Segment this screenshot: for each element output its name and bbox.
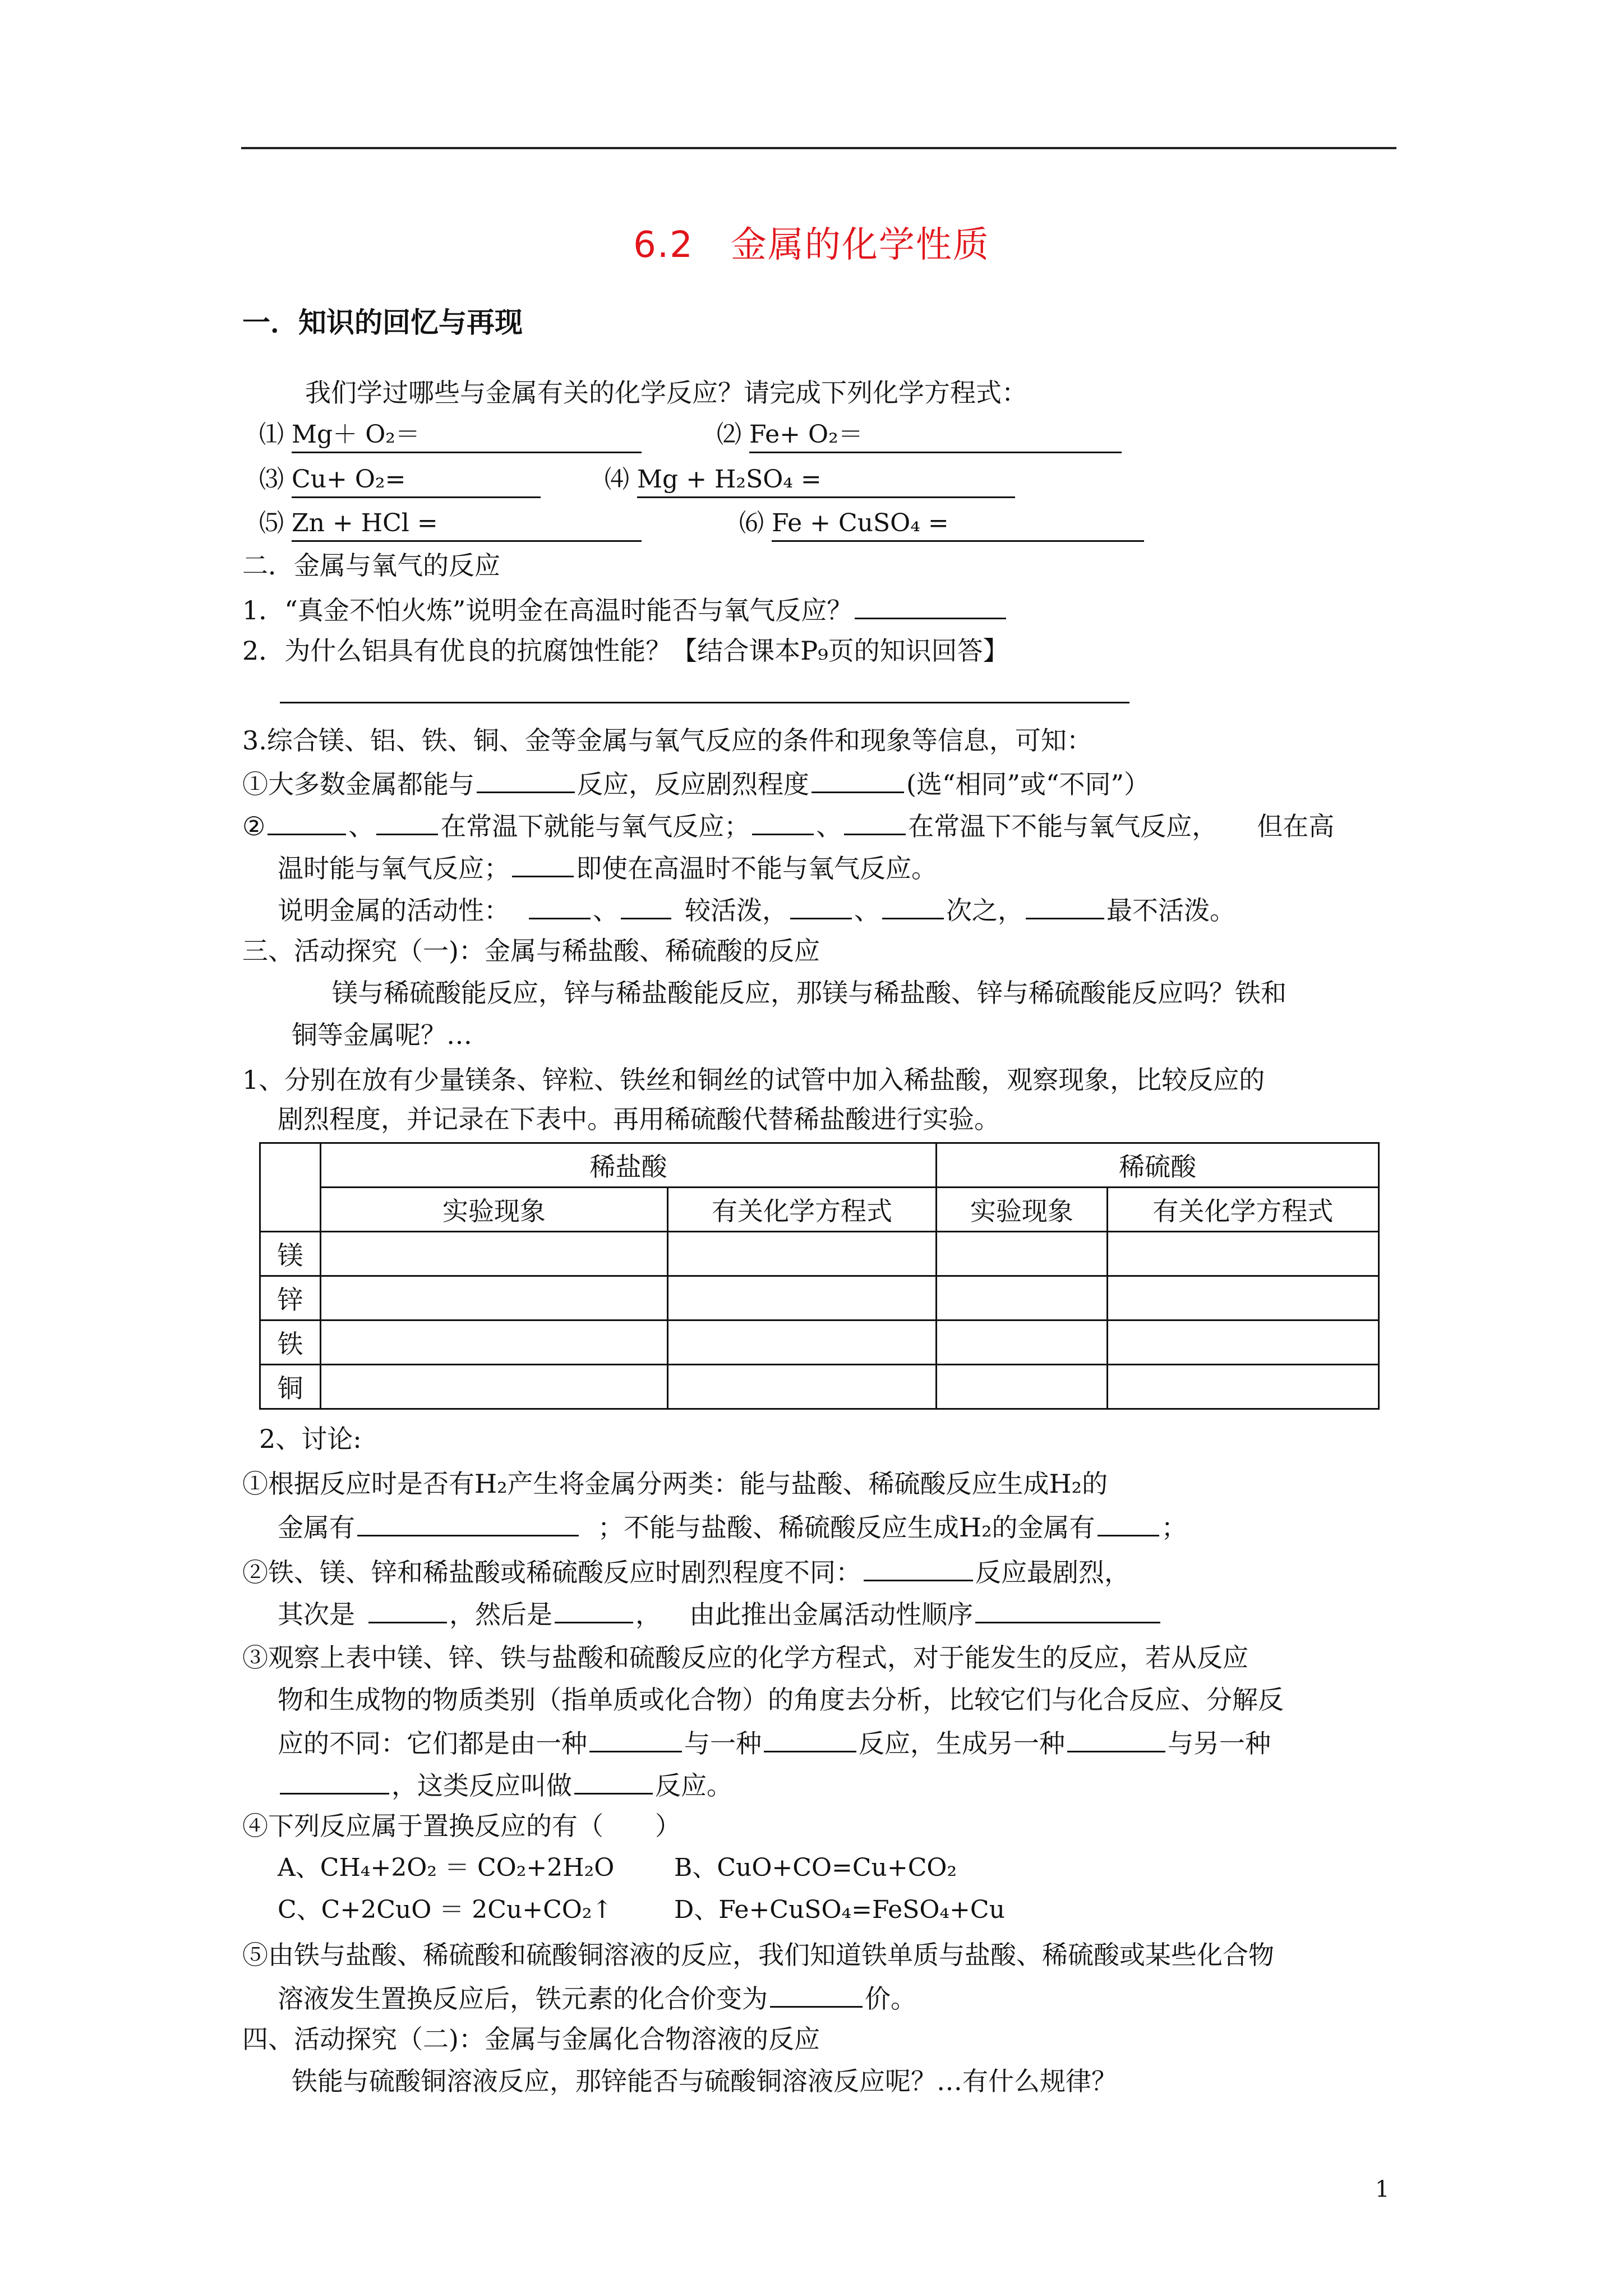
text: ，这类反应叫做 <box>391 1770 572 1801</box>
question-3: 3.综合镁、铝、铁、铜、金等金属与氧气反应的条件和现象等信息，可知： <box>242 725 1092 756</box>
discussion-1b <box>278 1509 1187 1544</box>
answer-cell[interactable] <box>667 1320 936 1365</box>
text: 在常温下就能与氧气反应； <box>440 811 750 841</box>
answer-blank[interactable] <box>1026 892 1104 919</box>
table-row <box>260 1365 1379 1409</box>
answer-blank[interactable] <box>376 808 438 835</box>
equation-number: ⑹ <box>739 509 764 537</box>
answer-blank[interactable] <box>574 1767 653 1795</box>
answer-blank[interactable] <box>268 808 346 835</box>
answer-blank[interactable] <box>477 766 575 793</box>
discussion-5b <box>278 1980 916 2016</box>
discussion-3a: ③观察上表中镁、锌、铁与盐酸和硫酸反应的化学方程式，对于能发生的反应，若从反应 <box>242 1642 1248 1673</box>
section4-heading: 四、活动探究（二)：金属与金属化合物溶液的反应 <box>242 2024 820 2054</box>
equation-text[interactable]: Mg + H₂SO₄ = <box>637 463 1015 498</box>
text: 即使在高温时不能与氧气反应。 <box>576 853 937 884</box>
equation-3 <box>259 463 541 498</box>
equation-text[interactable]: Fe+ O₂＝ <box>749 418 1122 453</box>
equation-text[interactable]: Cu+ O₂= <box>292 463 541 498</box>
equation-number: ⑷ <box>605 465 629 494</box>
equation-4 <box>605 463 1015 498</box>
text: 、 <box>593 895 619 926</box>
answer-cell[interactable] <box>320 1365 667 1409</box>
answer-cell[interactable] <box>1107 1276 1378 1320</box>
header-phenomenon: 实验现象 <box>320 1188 667 1232</box>
text: ，然后是 <box>449 1599 552 1630</box>
answer-blank[interactable] <box>529 892 591 919</box>
answer-blank[interactable] <box>975 1596 1160 1623</box>
discussion-3d <box>278 1767 732 1802</box>
answer-cell[interactable] <box>320 1320 667 1365</box>
answer-cell[interactable] <box>320 1232 667 1276</box>
row-label-iron: 铁 <box>260 1320 321 1365</box>
question-2-answer-line <box>278 676 1132 711</box>
answer-cell[interactable] <box>667 1276 936 1320</box>
text: 价。 <box>865 1984 916 2014</box>
question-1 <box>242 592 1008 627</box>
equation-text[interactable]: Mg＋ O₂＝ <box>292 418 642 453</box>
section1-intro: 我们学过哪些与金属有关的化学反应？请完成下列化学方程式： <box>305 378 1027 408</box>
answer-cell[interactable] <box>320 1276 667 1320</box>
table-row <box>260 1232 1379 1276</box>
header-rule <box>241 147 1396 149</box>
answer-blank[interactable] <box>280 676 1129 703</box>
answer-blank[interactable] <box>357 1509 579 1536</box>
option-b[interactable]: B、CuO+CO=Cu+CO₂ <box>674 1853 957 1882</box>
question-3b <box>242 808 1334 843</box>
question-3a <box>242 766 1150 801</box>
header-equation: 有关化学方程式 <box>1107 1188 1378 1232</box>
answer-cell[interactable] <box>667 1365 936 1409</box>
section4-intro: 铁能与硫酸铜溶液反应，那锌能否与硫酸铜溶液反应呢？…有什么规律？ <box>292 2066 1117 2096</box>
text: 其次是 <box>278 1599 355 1630</box>
equation-1 <box>259 418 642 453</box>
equation-number: ⑸ <box>259 509 284 537</box>
step-1b: 剧烈程度，并记录在下表中。再用稀硫酸代替稀盐酸进行实验。 <box>278 1104 1000 1134</box>
text: 与另一种 <box>1168 1728 1271 1759</box>
table-row <box>260 1276 1379 1320</box>
answer-blank[interactable] <box>280 1767 389 1795</box>
step-1a: 1、分别在放有少量镁条、锌粒、铁丝和铜丝的试管中加入稀盐酸，观察现象，比较反应的 <box>242 1065 1265 1095</box>
answer-blank[interactable] <box>752 808 814 835</box>
answer-blank[interactable] <box>770 1980 863 2008</box>
text: 在常温下不能与氧气反应， <box>908 811 1218 841</box>
experiment-table <box>259 1142 1380 1410</box>
question-1-text: 1．“真金不怕火炼”说明金在高温时能否与氧气反应？ <box>242 595 853 625</box>
text: 反应最剧烈， <box>975 1557 1130 1588</box>
row-label-zinc: 锌 <box>260 1276 321 1320</box>
page-number: 1 <box>1375 2177 1390 2202</box>
text: 应的不同：它们都是由一种 <box>278 1728 587 1759</box>
text: 、 <box>348 811 375 841</box>
answer-blank[interactable] <box>1067 1725 1165 1752</box>
answer-blank[interactable] <box>811 766 904 793</box>
text: 、 <box>854 895 880 926</box>
text: 较活泼， <box>685 895 788 926</box>
text: 与一种 <box>684 1728 762 1759</box>
header-sulfuric-acid: 稀硫酸 <box>937 1143 1379 1188</box>
text: 但在高 <box>1257 811 1335 841</box>
answer-blank[interactable] <box>368 1596 447 1623</box>
equation-number: ⑴ <box>259 420 284 449</box>
discussion-1a: ①根据反应时是否有H₂产生将金属分两类：能与盐酸、稀硫酸反应生成H₂的 <box>242 1469 1108 1499</box>
answer-cell[interactable] <box>937 1320 1108 1365</box>
equation-text[interactable]: Zn + HCl = <box>292 507 642 542</box>
header-hydrochloric-acid: 稀盐酸 <box>320 1143 936 1188</box>
text: ②铁、镁、锌和稀盐酸或稀硫酸反应时剧烈程度不同： <box>242 1557 861 1588</box>
discussion-heading: 2、讨论: <box>259 1424 362 1454</box>
equation-text[interactable]: Fe + CuSO₄ = <box>772 507 1144 542</box>
text: 温时能与氧气反应； <box>278 853 510 884</box>
answer-cell[interactable] <box>937 1232 1108 1276</box>
text: 说明金属的活动性： <box>278 895 510 926</box>
header-phenomenon: 实验现象 <box>937 1188 1108 1232</box>
answer-blank[interactable] <box>764 1725 856 1752</box>
equation-6 <box>739 507 1144 542</box>
text: 金属有 <box>278 1512 355 1543</box>
answer-cell[interactable] <box>937 1365 1108 1409</box>
answer-cell[interactable] <box>1107 1320 1378 1365</box>
equation-number: ⑶ <box>259 465 284 494</box>
question-3b-cont <box>278 850 937 885</box>
text: ， <box>635 1599 661 1630</box>
section2-heading: 二．金属与氧气的反应 <box>242 550 500 581</box>
text: 反应，生成另一种 <box>859 1728 1065 1759</box>
header-equation: 有关化学方程式 <box>667 1188 936 1232</box>
answer-blank[interactable] <box>589 1725 682 1752</box>
answer-cell[interactable] <box>667 1232 936 1276</box>
answer-blank[interactable] <box>864 1554 973 1581</box>
answer-blank[interactable] <box>555 1596 633 1623</box>
answer-blank[interactable] <box>855 592 1006 619</box>
answer-blank[interactable] <box>512 850 574 877</box>
discussion-5a: ⑤由铁与盐酸、稀硫酸和硫酸铜溶液的反应，我们知道铁单质与盐酸、稀硫酸或某些化合物 <box>242 1940 1274 1970</box>
text: ①大多数金属都能与 <box>242 769 474 799</box>
equation-2 <box>717 418 1122 453</box>
section3-intro-1: 镁与稀硫酸能反应，锌与稀盐酸能反应，那镁与稀盐酸、锌与稀硫酸能反应吗？铁和 <box>332 978 1287 1008</box>
section1-heading: 一．知识的回忆与再现 <box>242 306 523 339</box>
row-label-copper: 铜 <box>260 1365 321 1409</box>
discussion-3b: 物和生成物的物质类别（指单质或化合物）的角度去分析，比较它们与化合反应、分解反 <box>278 1685 1284 1715</box>
table-row <box>260 1320 1379 1365</box>
answer-cell[interactable] <box>937 1276 1108 1320</box>
option-c[interactable]: C、C+2CuO ＝ 2Cu+CO₂↑ <box>278 1895 613 1924</box>
corner-cell <box>260 1143 321 1232</box>
text: 由此推出金属活动性顺序 <box>689 1599 973 1630</box>
option-d[interactable]: D、Fe+CuSO₄=FeSO₄+Cu <box>674 1895 1005 1924</box>
answer-blank[interactable] <box>844 808 906 835</box>
text: ② <box>242 811 266 841</box>
text: (选“相同”或“不同”） <box>906 769 1150 799</box>
text: ； <box>1161 1512 1187 1543</box>
question-2: 2．为什么铝具有优良的抗腐蚀性能？【结合课本P₉页的知识回答】 <box>242 636 1009 666</box>
discussion-2a <box>242 1554 1130 1589</box>
answer-cell[interactable] <box>1107 1365 1378 1409</box>
text: 溶液发生置换反应后，铁元素的化合价变为 <box>278 1984 768 2014</box>
option-a[interactable]: A、CH₄+2O₂ ＝ CO₂+2H₂O <box>278 1853 615 1882</box>
text: 、 <box>816 811 842 841</box>
row-label-magnesium: 镁 <box>260 1232 321 1276</box>
text: 次之， <box>946 895 1023 926</box>
equation-5 <box>259 507 642 542</box>
section3-heading: 三、活动探究（一)：金属与稀盐酸、稀硫酸的反应 <box>242 936 820 966</box>
discussion-4: ④下列反应属于置换反应的有（ ） <box>242 1811 681 1841</box>
text: ；不能与盐酸、稀硫酸反应生成H₂的金属有 <box>598 1512 1095 1543</box>
text: 最不活泼。 <box>1106 895 1235 926</box>
text: 反应。 <box>655 1770 732 1801</box>
discussion-3c <box>278 1725 1271 1760</box>
page-title: 6.2 金属的化学性质 <box>633 224 990 266</box>
text: 反应，反应剧烈程度 <box>577 769 809 799</box>
section3-intro-2: 铜等金属呢？… <box>292 1020 472 1050</box>
discussion-2b <box>278 1596 1163 1631</box>
answer-cell[interactable] <box>1107 1232 1378 1276</box>
equation-number: ⑵ <box>717 420 741 449</box>
answer-blank[interactable] <box>1098 1509 1159 1536</box>
question-3c <box>278 892 1235 927</box>
answer-blank[interactable] <box>621 892 671 919</box>
answer-blank[interactable] <box>790 892 852 919</box>
answer-blank[interactable] <box>882 892 944 919</box>
